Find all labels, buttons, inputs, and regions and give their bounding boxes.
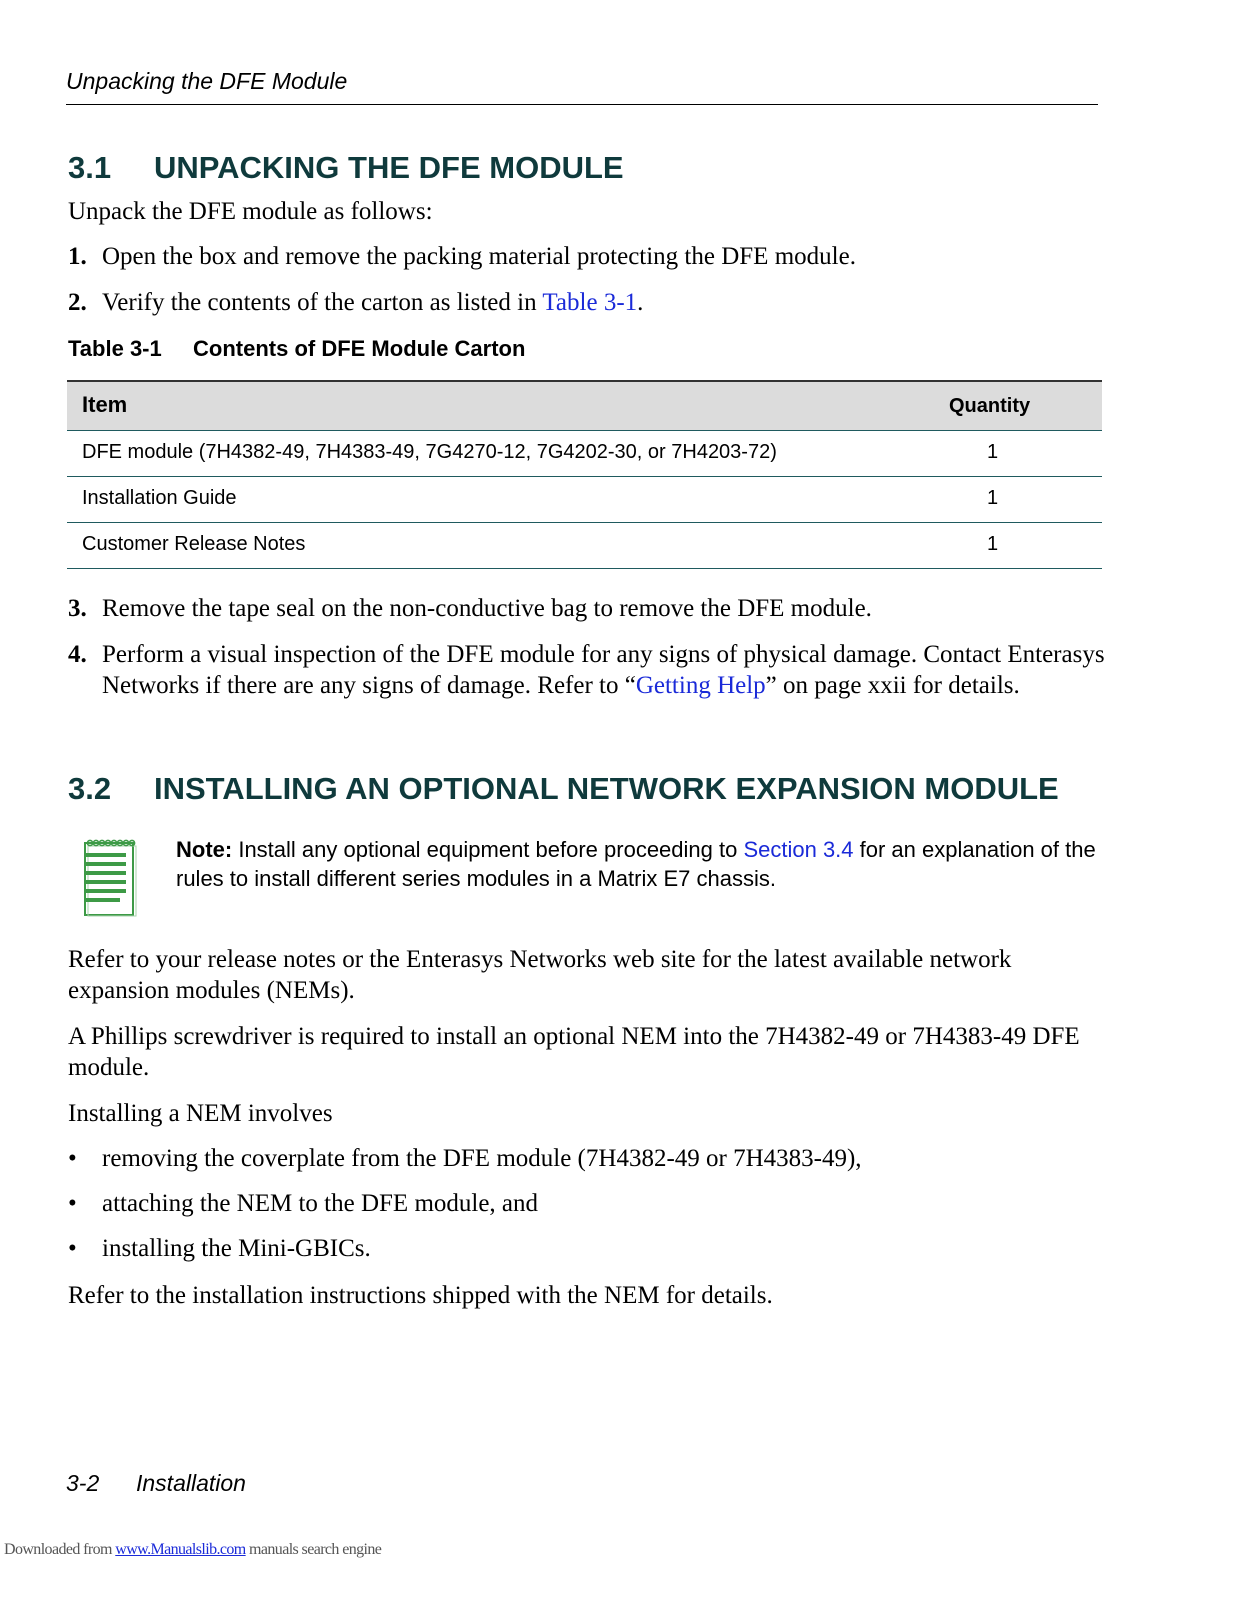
table-cell-item: Installation Guide xyxy=(82,487,237,509)
section-heading-3-2 xyxy=(68,771,1059,807)
download-notice xyxy=(4,1541,381,1559)
table-row xyxy=(67,477,1102,523)
header-rule xyxy=(66,104,1098,105)
list-item xyxy=(68,1143,1108,1174)
intro-paragraph: Unpack the DFE module as follows: xyxy=(68,198,433,225)
step-4 xyxy=(68,639,1108,701)
note-text-before: Install any optional equipment before proceeding to xyxy=(232,837,744,862)
paragraph: Refer to your release notes or the Enterasys Networks web site for the latest available network expansion modules (NEMs). xyxy=(68,946,1012,1004)
paragraph: Installing a NEM involves xyxy=(68,1100,333,1127)
page-footer xyxy=(66,1470,246,1497)
table-caption xyxy=(68,336,525,362)
table-caption-number: Table 3-1 xyxy=(68,336,162,361)
paragraph: A Phillips screwdriver is required to install an optional NEM into the 7H4382-49 or 7H4383-49 DFE module. xyxy=(68,1023,1080,1081)
table-row xyxy=(67,523,1102,569)
step-text-after: . xyxy=(637,289,644,316)
step-text: Open the box and remove the packing material protecting the DFE module. xyxy=(102,243,856,270)
getting-help-link[interactable]: Getting Help xyxy=(635,672,766,699)
step-text: Remove the tape seal on the non-conductive bag to remove the DFE module. xyxy=(102,595,872,622)
step-1 xyxy=(68,241,1108,272)
step-text xyxy=(102,287,1108,318)
table-cell-quantity: 1 xyxy=(987,441,999,463)
section-title: UNPACKING THE DFE MODULE xyxy=(154,150,624,185)
bullet-icon: • xyxy=(68,1190,77,1217)
running-header: Unpacking the DFE Module xyxy=(66,68,348,94)
section-title: INSTALLING AN OPTIONAL NETWORK EXPANSION MODULE xyxy=(154,771,1059,806)
closing-paragraph: Refer to the installation instructions shipped with the NEM for details. xyxy=(68,1282,773,1309)
column-header-item: Item xyxy=(82,392,128,417)
note-label: Note: xyxy=(176,837,233,862)
note-callout xyxy=(176,835,1106,893)
step-number: 3. xyxy=(68,595,87,622)
notepad-icon xyxy=(82,837,138,917)
bullet-icon: • xyxy=(68,1145,77,1172)
manualslib-link[interactable]: www.Manualslib.com xyxy=(115,1541,246,1558)
step-number: 1. xyxy=(68,243,87,270)
table-cell-quantity: 1 xyxy=(987,487,999,509)
section-3-4-link[interactable]: Section 3.4 xyxy=(743,837,854,862)
table-3-1-link[interactable]: Table 3-1 xyxy=(542,289,638,316)
step-number: 4. xyxy=(68,641,87,668)
column-header-quantity: Quantity xyxy=(949,395,1031,417)
page-number: 3-2 xyxy=(66,1470,100,1496)
table-cell-item: DFE module (7H4382-49, 7H4383-49, 7G4270-12, 7G4202-30, or 7H4203-72) xyxy=(82,441,777,463)
list-item xyxy=(68,1188,1108,1219)
table-cell-quantity: 1 xyxy=(987,533,999,555)
download-prefix: Downloaded from xyxy=(4,1541,116,1558)
table-header-row xyxy=(67,380,1102,431)
step-text-before: Perform a visual inspection of the DFE module for any signs of physical damage. Contact Enterasys Networks if there are any signs of damage. Refer to “ xyxy=(102,641,1105,699)
section-number: 3.2 xyxy=(68,771,112,806)
list-item xyxy=(68,1233,1108,1264)
table-cell-item: Customer Release Notes xyxy=(82,533,306,555)
section-number: 3.1 xyxy=(68,150,112,185)
list-item-text: installing the Mini-GBICs. xyxy=(102,1235,371,1262)
step-3 xyxy=(68,593,1108,624)
section-heading-3-1 xyxy=(68,150,624,186)
step-text-before: Verify the contents of the carton as listed in xyxy=(102,289,543,316)
bullet-icon: • xyxy=(68,1235,77,1262)
table-caption-title: Contents of DFE Module Carton xyxy=(193,336,526,361)
step-2 xyxy=(68,287,1108,318)
list-item-text: attaching the NEM to the DFE module, and xyxy=(102,1190,539,1217)
table-row xyxy=(67,431,1102,477)
step-text xyxy=(102,639,1108,701)
note-text-after: for an explanation of the rules to install different series modules in a Matrix E7 chassis. xyxy=(176,837,1096,891)
step-text-after: ” on page xxii for details. xyxy=(765,672,1020,699)
chapter-name: Installation xyxy=(136,1470,246,1496)
download-suffix: manuals search engine xyxy=(245,1541,382,1558)
list-item-text: removing the coverplate from the DFE module (7H4382-49 or 7H4383-49), xyxy=(102,1145,862,1172)
step-number: 2. xyxy=(68,289,87,316)
contents-table xyxy=(67,380,1102,569)
